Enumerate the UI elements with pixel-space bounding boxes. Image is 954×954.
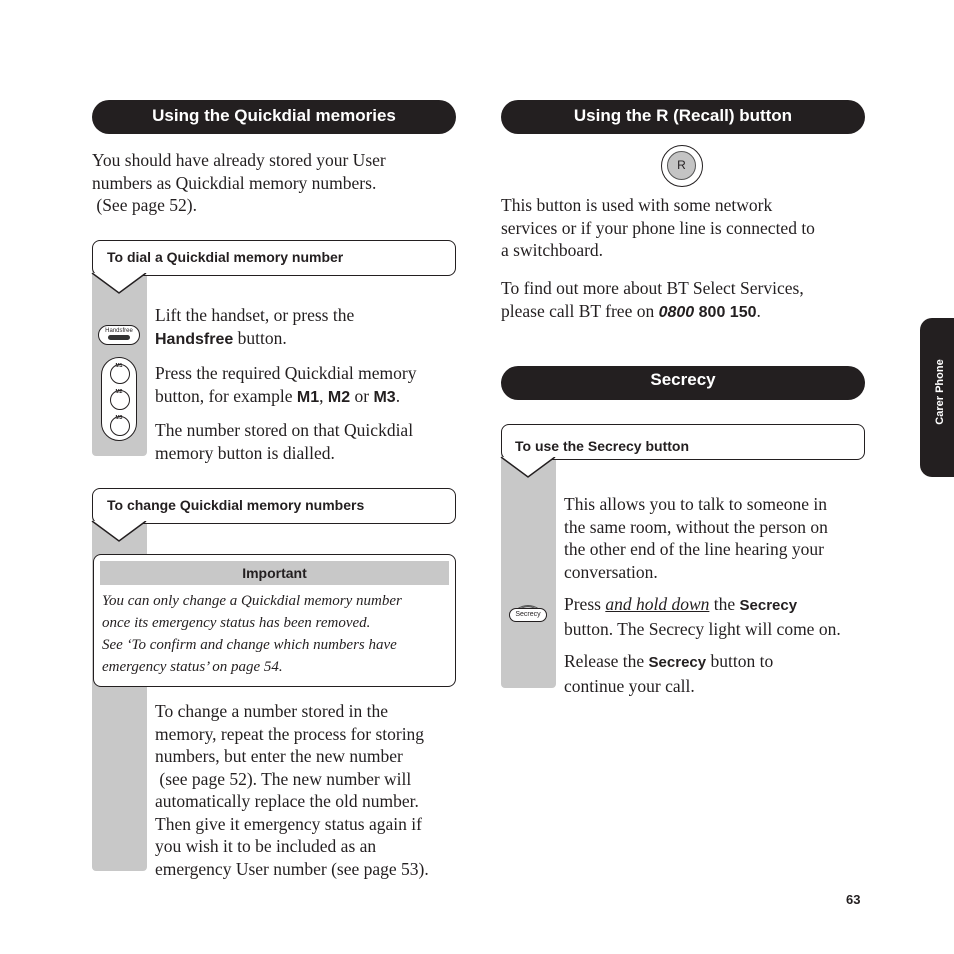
press-step <box>564 593 869 640</box>
recall-heading-text: Using the R (Recall) button <box>573 106 793 125</box>
comma: , <box>319 385 328 406</box>
select-services-text <box>501 277 871 324</box>
find-out-pre: please call BT free on <box>501 300 659 321</box>
side-tab-label: Carer Phone <box>934 359 946 425</box>
release-pre: Release the <box>564 651 649 671</box>
change-line: (see page 52). The new number will <box>155 768 412 789</box>
press-the: the <box>709 594 740 614</box>
secrecy-intro-line: conversation. <box>564 561 658 582</box>
dial-box <box>92 240 456 276</box>
step2-line <box>155 385 455 410</box>
m2-icon-label: M2 <box>115 389 123 395</box>
step1 <box>155 304 455 351</box>
secrecy-icon <box>509 602 547 622</box>
important-line: once its emergency status has been removed. <box>102 615 371 631</box>
intro-line: You should have already stored your User <box>92 150 386 170</box>
step3 <box>155 419 455 464</box>
m1-icon-label: M1 <box>115 363 123 369</box>
secrecy-box-pointer <box>500 457 556 479</box>
step2-pre: button, for example <box>155 385 297 406</box>
quickdial-heading-text: Using the Quickdial memories <box>152 106 396 125</box>
m3-icon-label: M3 <box>115 415 123 421</box>
intro-line: (See page 52). <box>92 195 197 215</box>
secrecy-heading <box>501 366 865 400</box>
change-box <box>92 488 456 524</box>
handsfree-label: Handsfree <box>155 330 234 348</box>
find-out-line <box>501 300 871 325</box>
step1-line <box>155 327 455 352</box>
change-box-title: To change Quickdial memory numbers <box>107 497 365 513</box>
step1-rest: button. <box>233 327 287 348</box>
phone-prefix: 0800 <box>658 303 695 321</box>
secrecy-icon-label: Secrecy <box>515 611 541 618</box>
secrecy-label: Secrecy <box>648 654 707 671</box>
important-line: You can only change a Quickdial memory number <box>102 593 402 609</box>
secrecy-intro-line: the other end of the line hearing your <box>564 539 824 559</box>
phone-number: 800 150 <box>694 303 757 321</box>
page-number: 63 <box>846 892 861 907</box>
step3-line: memory button is dialled. <box>155 442 335 463</box>
recall-line: a switchboard. <box>501 240 604 260</box>
secrecy-gray-strip <box>501 450 556 688</box>
quickdial-buttons-icon <box>101 357 137 441</box>
press-line: button. The Secrecy light will come on. <box>564 618 841 639</box>
step1-line: Lift the handset, or press the <box>155 305 355 325</box>
secrecy-heading-text: Secrecy <box>650 370 716 389</box>
press-pre: Press <box>564 594 606 614</box>
recall-heading <box>501 100 865 134</box>
change-line: To change a number stored in the <box>155 701 389 721</box>
quickdial-intro <box>92 149 452 217</box>
find-out-end: . <box>756 300 761 321</box>
change-box-pointer <box>91 521 147 543</box>
secrecy-intro-line: This allows you to talk to someone in <box>564 494 827 514</box>
recall-text <box>501 194 871 262</box>
release-line: continue your call. <box>564 675 695 696</box>
change-line: numbers, but enter the new number <box>155 746 403 766</box>
secrecy-intro-line: the same room, without the person on <box>564 516 828 537</box>
secrecy-box-title: To use the Secrecy button <box>515 438 689 454</box>
important-line: See ‘To confirm and change which numbers have <box>102 637 397 653</box>
recall-line: services or if your phone line is connected to <box>501 217 815 238</box>
dial-box-title: To dial a Quickdial memory number <box>107 249 344 265</box>
change-line: memory, repeat the process for storing <box>155 723 425 744</box>
quickdial-heading <box>92 100 456 134</box>
step3-line: The number stored on that Quickdial <box>155 420 414 440</box>
secrecy-box <box>501 424 865 460</box>
important-title: Important <box>242 565 307 581</box>
step2-line: Press the required Quickdial memory <box>155 363 417 383</box>
section-side-tab <box>920 318 954 477</box>
change-line: you wish it to be included as an <box>155 836 377 856</box>
m1-label: M1 <box>296 388 320 406</box>
press-line <box>564 593 869 618</box>
secrecy-text <box>564 493 869 697</box>
secrecy-label: Secrecy <box>739 597 798 614</box>
important-line: emergency status’ on page 54. <box>102 659 283 675</box>
change-line: Then give it emergency status again if <box>155 813 422 834</box>
or-text: or <box>350 385 374 406</box>
important-text <box>94 585 455 678</box>
release-line <box>564 650 869 675</box>
r-icon-letter: R <box>677 158 686 172</box>
dial-steps <box>155 304 455 464</box>
handsfree-icon <box>98 325 140 345</box>
recall-r-icon <box>661 145 703 187</box>
dial-box-pointer <box>91 273 147 295</box>
change-line: emergency User number (see page 53). <box>155 858 429 879</box>
change-line: automatically replace the old number. <box>155 791 419 811</box>
step2 <box>155 362 455 409</box>
intro-line: numbers as Quickdial memory numbers. <box>92 172 377 193</box>
release-step <box>564 650 869 697</box>
important-box <box>93 554 456 687</box>
find-out-line: To find out more about BT Select Services, <box>501 278 804 298</box>
handsfree-icon-label: Handsfree <box>105 328 133 334</box>
important-header <box>100 561 449 585</box>
period: . <box>395 385 401 406</box>
m3-label: M3 <box>373 388 396 406</box>
change-text <box>155 700 455 880</box>
m2-label: M2 <box>327 388 351 406</box>
release-post: button to <box>706 651 774 671</box>
recall-line: This button is used with some network <box>501 195 773 215</box>
press-underlined: and hold down <box>605 594 710 614</box>
